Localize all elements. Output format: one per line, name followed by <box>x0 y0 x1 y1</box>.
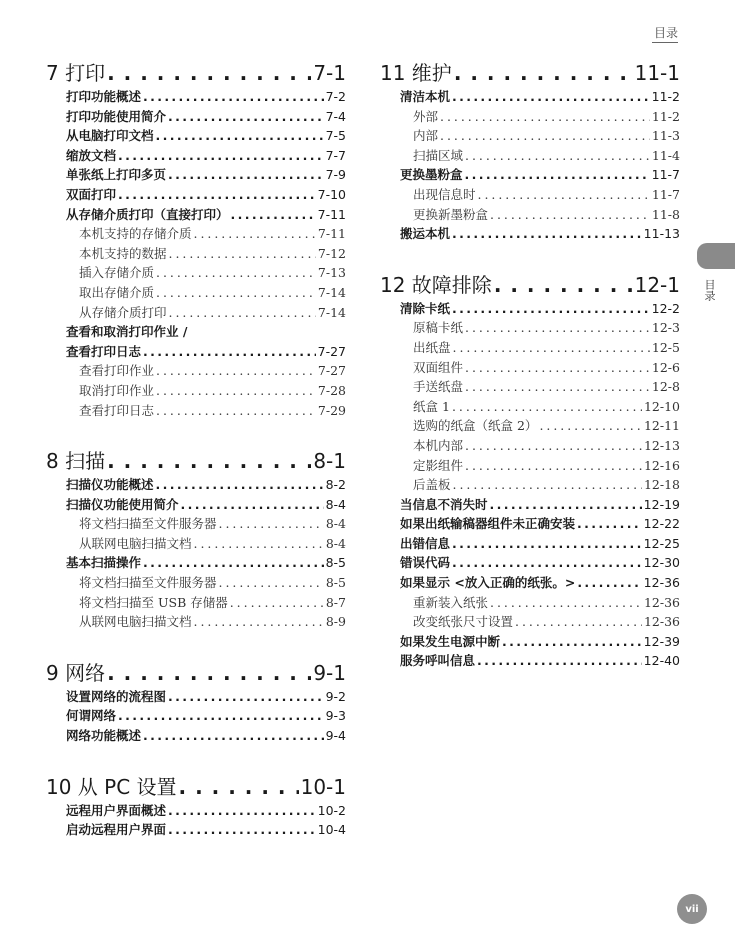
toc-entry[interactable] <box>400 514 680 534</box>
toc-entry[interactable] <box>413 126 680 146</box>
dot-leader <box>465 318 650 338</box>
toc-column-right <box>380 60 680 671</box>
dot-leader <box>156 263 316 283</box>
toc-chapter <box>46 774 346 840</box>
dot-leader <box>168 820 316 840</box>
toc-entry[interactable] <box>66 322 346 342</box>
entry-page: 12-40 <box>643 653 680 669</box>
dot-leader <box>452 224 642 244</box>
entry-title: 清洁本机 <box>400 89 451 104</box>
entry-title: 手送纸盘 <box>413 379 464 395</box>
entry-page: 9-4 <box>325 728 346 744</box>
toc-entry[interactable] <box>79 381 346 401</box>
entry-title: 单张纸上打印多页 <box>66 167 167 183</box>
toc-entry[interactable] <box>79 303 346 323</box>
dot-leader <box>168 165 324 185</box>
dot-leader <box>454 60 633 87</box>
toc-entry[interactable] <box>66 87 346 107</box>
entry-title: 插入存储介质 <box>79 265 155 281</box>
chapter-page: 7-1 <box>313 61 346 85</box>
entry-title: 更换新墨粉盒 <box>413 206 489 222</box>
dot-leader <box>494 272 633 299</box>
entry-title: 设置网络的流程图 <box>66 688 167 704</box>
toc-entry[interactable] <box>400 573 680 593</box>
toc-column-left <box>46 60 346 840</box>
dot-leader <box>156 126 324 146</box>
toc-entry[interactable] <box>413 377 680 397</box>
toc-entry[interactable] <box>79 283 346 303</box>
toc-entry[interactable] <box>66 726 346 746</box>
toc-entry[interactable] <box>413 107 680 127</box>
entry-page: 12-5 <box>651 339 680 355</box>
entry-page: 8-5 <box>325 575 346 591</box>
entry-page: 10-2 <box>317 802 346 818</box>
entry-page: 12-11 <box>643 418 680 434</box>
entry-page: 8-2 <box>325 477 346 493</box>
entry-page: 12-6 <box>651 359 680 375</box>
entry-title: 从联网电脑扫描文档 <box>79 535 192 551</box>
entry-title: 查看和取消打印作业 / <box>66 324 188 340</box>
toc-entry[interactable] <box>66 706 346 726</box>
toc-entry[interactable] <box>413 185 680 205</box>
dot-leader <box>194 534 324 554</box>
entry-page: 11-2 <box>651 108 680 124</box>
dot-leader <box>452 299 650 319</box>
entry-title: 当信息不消失时 <box>400 496 488 512</box>
toc-entry[interactable] <box>66 205 346 225</box>
dot-leader <box>156 401 316 421</box>
entry-page: 9-3 <box>325 708 346 724</box>
dot-leader <box>143 553 324 573</box>
dot-leader <box>107 448 311 475</box>
entry-page: 7-9 <box>325 167 346 183</box>
entry-page: 8-5 <box>325 555 346 571</box>
dot-leader <box>156 283 316 303</box>
entry-title: 外部 <box>413 108 439 124</box>
chapter-heading[interactable] <box>46 448 346 475</box>
dot-leader <box>465 436 642 456</box>
entry-page: 12-30 <box>643 555 680 571</box>
entry-title: 双面组件 <box>413 359 464 375</box>
toc-entry[interactable] <box>400 299 680 319</box>
toc-entry[interactable] <box>79 224 346 244</box>
toc-chapter <box>46 60 346 420</box>
entry-page: 7-10 <box>317 186 346 202</box>
entry-title: 取出存储介质 <box>79 284 155 300</box>
toc-entry[interactable] <box>413 205 680 225</box>
dot-leader <box>465 146 650 166</box>
chapter-title: 10 从 PC 设置 <box>46 774 177 799</box>
entry-page: 8-7 <box>325 594 346 610</box>
dot-leader <box>465 377 650 397</box>
entry-title: 清除卡纸 <box>400 300 451 316</box>
dot-leader <box>118 185 316 205</box>
toc-entry[interactable] <box>400 224 680 244</box>
entry-page: 12-2 <box>651 300 680 316</box>
entry-page: 12-10 <box>643 398 680 414</box>
entry-page: 7-5 <box>325 128 346 144</box>
dot-leader <box>219 514 324 534</box>
toc-entry[interactable] <box>413 146 680 166</box>
entry-title: 将文档扫描至文件服务器 <box>79 516 217 532</box>
dot-leader <box>168 107 324 127</box>
entry-title: 如果显示 <放入正确的纸张。> <box>400 575 576 591</box>
dot-leader <box>169 244 316 264</box>
dot-leader <box>490 593 642 613</box>
dot-leader <box>452 87 650 107</box>
entry-title: 基本扫描操作 <box>66 555 142 571</box>
dot-leader <box>194 224 316 244</box>
toc-entry[interactable] <box>66 495 346 515</box>
chapter-page: 9-1 <box>313 660 346 685</box>
entry-title: 打印功能概述 <box>66 89 142 104</box>
entry-title: 查看打印日志 <box>79 402 155 418</box>
entry-page: 12-3 <box>651 320 680 336</box>
toc-entry[interactable] <box>66 475 346 495</box>
dot-leader <box>452 397 642 417</box>
toc-entry[interactable] <box>413 338 680 358</box>
chapter-title: 8 扫描 <box>46 449 106 474</box>
dot-leader <box>143 342 316 362</box>
toc-entry[interactable] <box>413 593 680 613</box>
entry-title: 启动远程用户界面 <box>66 822 167 838</box>
entry-page: 7-4 <box>325 108 346 124</box>
entry-title: 将文档扫描至 USB 存储器 <box>79 594 228 610</box>
dot-leader <box>539 416 642 436</box>
dot-leader <box>453 338 650 358</box>
dot-leader <box>194 612 324 632</box>
toc-entry[interactable] <box>79 573 346 593</box>
entry-title: 搬运本机 <box>400 226 451 242</box>
dot-leader <box>143 87 324 107</box>
toc-entry[interactable] <box>413 318 680 338</box>
toc-entry[interactable] <box>79 514 346 534</box>
toc-entry[interactable] <box>413 436 680 456</box>
entry-page: 7-28 <box>317 382 346 398</box>
entry-title: 查看打印作业 <box>79 363 155 379</box>
entry-title: 缩放文档 <box>66 147 117 163</box>
dot-leader <box>515 612 642 632</box>
entry-title: 出纸盘 <box>413 339 451 355</box>
page-number-badge: vii <box>677 894 707 924</box>
chapter-heading[interactable] <box>46 660 346 687</box>
entry-page: 8-4 <box>325 535 346 551</box>
entry-page: 12-8 <box>651 379 680 395</box>
dot-leader <box>440 107 650 127</box>
entry-title: 双面打印 <box>66 186 117 202</box>
entry-page: 7-2 <box>325 89 346 104</box>
entry-page: 11-7 <box>651 167 680 183</box>
entry-title: 原稿卡纸 <box>413 320 464 336</box>
dot-leader <box>452 534 642 554</box>
toc-entry[interactable] <box>400 87 680 107</box>
entry-title: 网络功能概述 <box>66 728 142 744</box>
dot-leader <box>219 573 324 593</box>
entry-title: 重新装入纸张 <box>413 594 489 610</box>
entry-title: 本机支持的数据 <box>79 245 167 261</box>
toc-chapter <box>46 448 346 632</box>
entry-title: 纸盒 1 <box>413 398 450 414</box>
toc-entry[interactable] <box>413 397 680 417</box>
toc-entry[interactable] <box>66 107 346 127</box>
toc-entry[interactable] <box>66 801 346 821</box>
chapter-title: 11 维护 <box>380 61 452 85</box>
side-tab-label: 目录 <box>703 279 716 301</box>
dot-leader <box>465 358 650 378</box>
toc-entry[interactable] <box>66 820 346 840</box>
dot-leader <box>478 185 650 205</box>
entry-title: 何谓网络 <box>66 708 117 724</box>
dot-leader <box>465 456 642 476</box>
entry-page: 12-36 <box>643 594 680 610</box>
header-rule <box>652 42 678 43</box>
entry-page: 12-16 <box>643 457 680 473</box>
entry-title: 定影组件 <box>413 457 464 473</box>
entry-title: 扫描区域 <box>413 147 464 163</box>
entry-page: 12-22 <box>643 516 680 532</box>
entry-page: 11-3 <box>651 128 680 144</box>
toc-chapter <box>46 660 346 746</box>
chapter-title: 9 网络 <box>46 660 106 685</box>
dot-leader <box>230 593 324 613</box>
entry-title: 本机内部 <box>413 437 464 453</box>
entry-title: 本机支持的存储介质 <box>79 226 192 242</box>
entry-title: 打印功能使用简介 <box>66 108 167 124</box>
entry-page: 9-2 <box>325 688 346 704</box>
toc-entry[interactable] <box>400 632 680 652</box>
entry-page: 10-4 <box>317 822 346 838</box>
toc-entry[interactable] <box>66 126 346 146</box>
entry-title: 扫描仪功能概述 <box>66 477 154 493</box>
dot-leader <box>502 632 642 652</box>
dot-leader <box>490 495 642 515</box>
dot-leader <box>168 687 324 707</box>
chapter-heading[interactable] <box>380 272 680 299</box>
entry-page: 8-9 <box>325 614 346 630</box>
chapter-heading[interactable] <box>46 774 346 801</box>
toc-entry[interactable] <box>400 534 680 554</box>
entry-page: 11-13 <box>643 226 680 242</box>
toc-entry[interactable] <box>79 263 346 283</box>
entry-title: 从联网电脑扫描文档 <box>79 614 192 630</box>
chapter-page: 8-1 <box>313 449 346 474</box>
chapter-title: 7 打印 <box>46 61 106 85</box>
entry-title: 取消打印作业 <box>79 382 155 398</box>
chapter-title: 12 故障排除 <box>380 272 492 297</box>
toc-entry[interactable] <box>66 146 346 166</box>
entry-title: 错误代码 <box>400 555 451 571</box>
toc-entry[interactable] <box>79 401 346 421</box>
entry-title: 如果出纸输稿器组件未正确安装 <box>400 516 576 532</box>
entry-title: 后盖板 <box>413 477 451 493</box>
entry-page: 11-7 <box>651 186 680 202</box>
dot-leader <box>143 726 324 746</box>
entry-page: 12-13 <box>643 437 680 453</box>
side-tab[interactable] <box>697 243 735 269</box>
entry-title: 将文档扫描至文件服务器 <box>79 575 217 591</box>
entry-title: 远程用户界面概述 <box>66 802 167 818</box>
dot-leader <box>452 553 642 573</box>
dot-leader <box>453 475 642 495</box>
dot-leader <box>156 381 316 401</box>
entry-page: 7-11 <box>317 206 346 222</box>
entry-page: 8-4 <box>325 496 346 512</box>
entry-page: 12-36 <box>643 614 680 630</box>
entry-title: 从电脑打印文档 <box>66 128 154 144</box>
entry-title: 更换墨粉盒 <box>400 167 463 183</box>
dot-leader <box>107 660 311 687</box>
entry-page: 7-13 <box>317 265 346 281</box>
toc-entry[interactable] <box>413 456 680 476</box>
dot-leader <box>107 60 311 87</box>
entry-page: 12-36 <box>643 575 680 591</box>
entry-title: 内部 <box>413 128 439 144</box>
toc-entry[interactable] <box>400 165 680 185</box>
toc-entry[interactable] <box>79 361 346 381</box>
dot-leader <box>490 205 650 225</box>
dot-leader <box>577 573 641 593</box>
entry-page: 8-4 <box>325 516 346 532</box>
chapter-heading[interactable] <box>380 60 680 87</box>
toc-entry[interactable] <box>79 244 346 264</box>
entry-page: 7-14 <box>317 304 346 320</box>
toc-entry[interactable] <box>66 342 346 362</box>
entry-title: 服务呼叫信息 <box>400 653 476 669</box>
toc-entry[interactable] <box>400 651 680 671</box>
toc-chapter <box>380 272 680 671</box>
dot-leader <box>169 303 316 323</box>
header-label: 目录 <box>653 26 678 40</box>
toc-entry[interactable] <box>400 553 680 573</box>
entry-title: 查看打印日志 <box>66 343 142 359</box>
dot-leader <box>168 801 316 821</box>
entry-title: 从存储介质打印 <box>79 304 167 320</box>
chapter-page: 10-1 <box>300 774 346 799</box>
toc-entry[interactable] <box>79 612 346 632</box>
entry-page: 11-2 <box>651 89 680 104</box>
dot-leader <box>181 495 324 515</box>
entry-page: 11-8 <box>651 206 680 222</box>
entry-title: 选购的纸盒（纸盒 2） <box>413 418 538 434</box>
entry-page: 7-12 <box>317 245 346 261</box>
toc-entry[interactable] <box>413 358 680 378</box>
dot-leader <box>465 165 650 185</box>
entry-page: 12-39 <box>643 633 680 649</box>
entry-page: 12-25 <box>643 535 680 551</box>
entry-title: 如果发生电源中断 <box>400 633 501 649</box>
toc-chapter <box>380 60 680 244</box>
dot-leader <box>118 146 324 166</box>
dot-leader <box>577 514 642 534</box>
toc-entry[interactable] <box>413 612 680 632</box>
entry-page: 7-11 <box>317 226 346 242</box>
entry-page: 7-14 <box>317 284 346 300</box>
entry-title: 出错信息 <box>400 535 451 551</box>
toc-entry[interactable] <box>79 593 346 613</box>
entry-page: 7-7 <box>325 147 346 163</box>
entry-page: 11-4 <box>651 147 680 163</box>
chapter-page: 11-1 <box>634 61 680 85</box>
toc-entry[interactable] <box>66 553 346 573</box>
entry-title: 扫描仪功能使用简介 <box>66 496 179 512</box>
entry-title: 从存储介质打印（直接打印） <box>66 206 229 222</box>
entry-page: 7-27 <box>317 363 346 379</box>
entry-page: 12-18 <box>643 477 680 493</box>
dot-leader <box>477 651 642 671</box>
dot-leader <box>118 706 324 726</box>
toc-entry[interactable] <box>400 495 680 515</box>
dot-leader <box>440 126 650 146</box>
entry-title: 改变纸张尺寸设置 <box>413 614 514 630</box>
toc-entry[interactable] <box>66 185 346 205</box>
chapter-page: 12-1 <box>634 272 680 297</box>
chapter-heading[interactable] <box>46 60 346 87</box>
entry-page: 12-19 <box>643 496 680 512</box>
dot-leader <box>231 205 316 225</box>
dot-leader <box>179 774 299 801</box>
entry-page: 7-27 <box>317 343 346 359</box>
toc-entry[interactable] <box>79 534 346 554</box>
entry-title: 出现信息时 <box>413 186 476 202</box>
toc-entry[interactable] <box>413 416 680 436</box>
toc-entry[interactable] <box>413 475 680 495</box>
dot-leader <box>156 475 324 495</box>
toc-entry[interactable] <box>66 687 346 707</box>
toc-entry[interactable] <box>66 165 346 185</box>
dot-leader <box>156 361 316 381</box>
entry-page: 7-29 <box>317 402 346 418</box>
